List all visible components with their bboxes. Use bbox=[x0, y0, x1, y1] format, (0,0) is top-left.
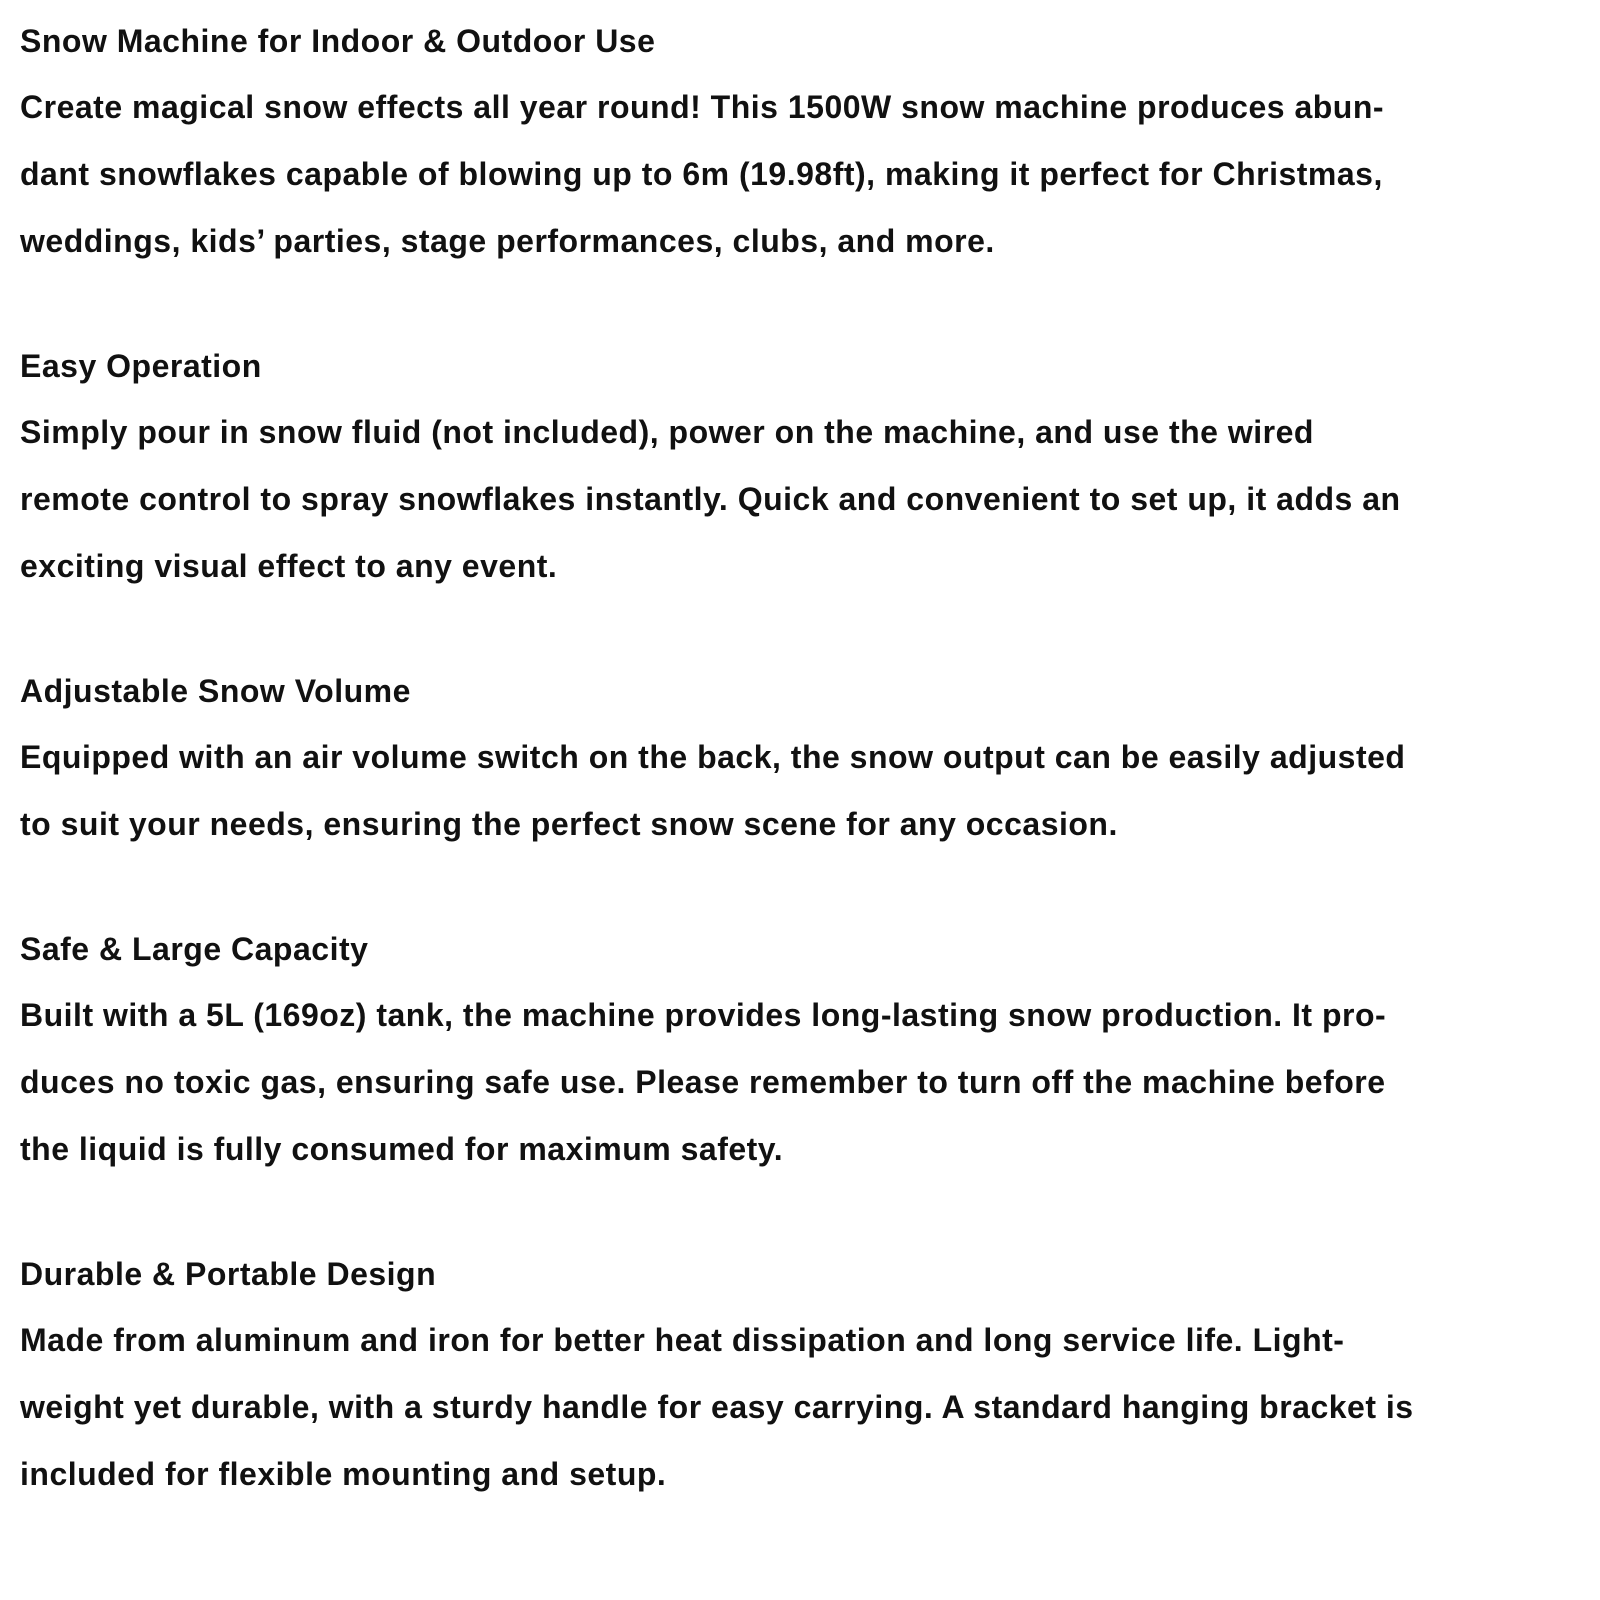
body-line: weddings, kids’ parties, stage performances, clubs, and more. bbox=[20, 223, 995, 259]
section-heading: Durable & Portable Design bbox=[20, 1256, 437, 1292]
section-heading: Easy Operation bbox=[20, 348, 262, 384]
section-body bbox=[20, 724, 1580, 858]
body-line: Made from aluminum and iron for better heat dissipation and long service life. Light- bbox=[20, 1322, 1345, 1358]
section-easy-operation bbox=[20, 342, 1580, 600]
section-safe-capacity bbox=[20, 925, 1580, 1183]
body-line: Built with a 5L (169oz) tank, the machine provides long-lasting snow production. It pro- bbox=[20, 997, 1387, 1033]
section-body bbox=[20, 399, 1580, 600]
body-line: the liquid is fully consumed for maximum safety. bbox=[20, 1131, 784, 1167]
section-body bbox=[20, 982, 1580, 1183]
body-line: remote control to spray snowflakes instantly. Quick and convenient to set up, it adds an bbox=[20, 481, 1401, 517]
section-heading: Snow Machine for Indoor & Outdoor Use bbox=[20, 23, 656, 59]
body-line: included for flexible mounting and setup. bbox=[20, 1456, 667, 1492]
body-line: duces no toxic gas, ensuring safe use. Please remember to turn off the machine before bbox=[20, 1064, 1386, 1100]
section-heading: Adjustable Snow Volume bbox=[20, 673, 411, 709]
body-line: weight yet durable, with a sturdy handle for easy carrying. A standard hanging bracket is bbox=[20, 1389, 1414, 1425]
body-line: Equipped with an air volume switch on the back, the snow output can be easily adjusted bbox=[20, 739, 1406, 775]
body-line: dant snowflakes capable of blowing up to 6m (19.98ft), making it perfect for Christmas, bbox=[20, 156, 1383, 192]
section-body bbox=[20, 74, 1580, 275]
product-description bbox=[20, 17, 1580, 1508]
section-body bbox=[20, 1307, 1580, 1508]
section-heading: Safe & Large Capacity bbox=[20, 931, 369, 967]
section-adjustable-volume bbox=[20, 667, 1580, 858]
section-snow-machine bbox=[20, 17, 1580, 275]
section-durable-portable bbox=[20, 1250, 1580, 1508]
body-line: to suit your needs, ensuring the perfect snow scene for any occasion. bbox=[20, 806, 1118, 842]
body-line: Create magical snow effects all year round! This 1500W snow machine produces abun- bbox=[20, 89, 1385, 125]
body-line: exciting visual effect to any event. bbox=[20, 548, 558, 584]
body-line: Simply pour in snow fluid (not included), power on the machine, and use the wired bbox=[20, 414, 1314, 450]
